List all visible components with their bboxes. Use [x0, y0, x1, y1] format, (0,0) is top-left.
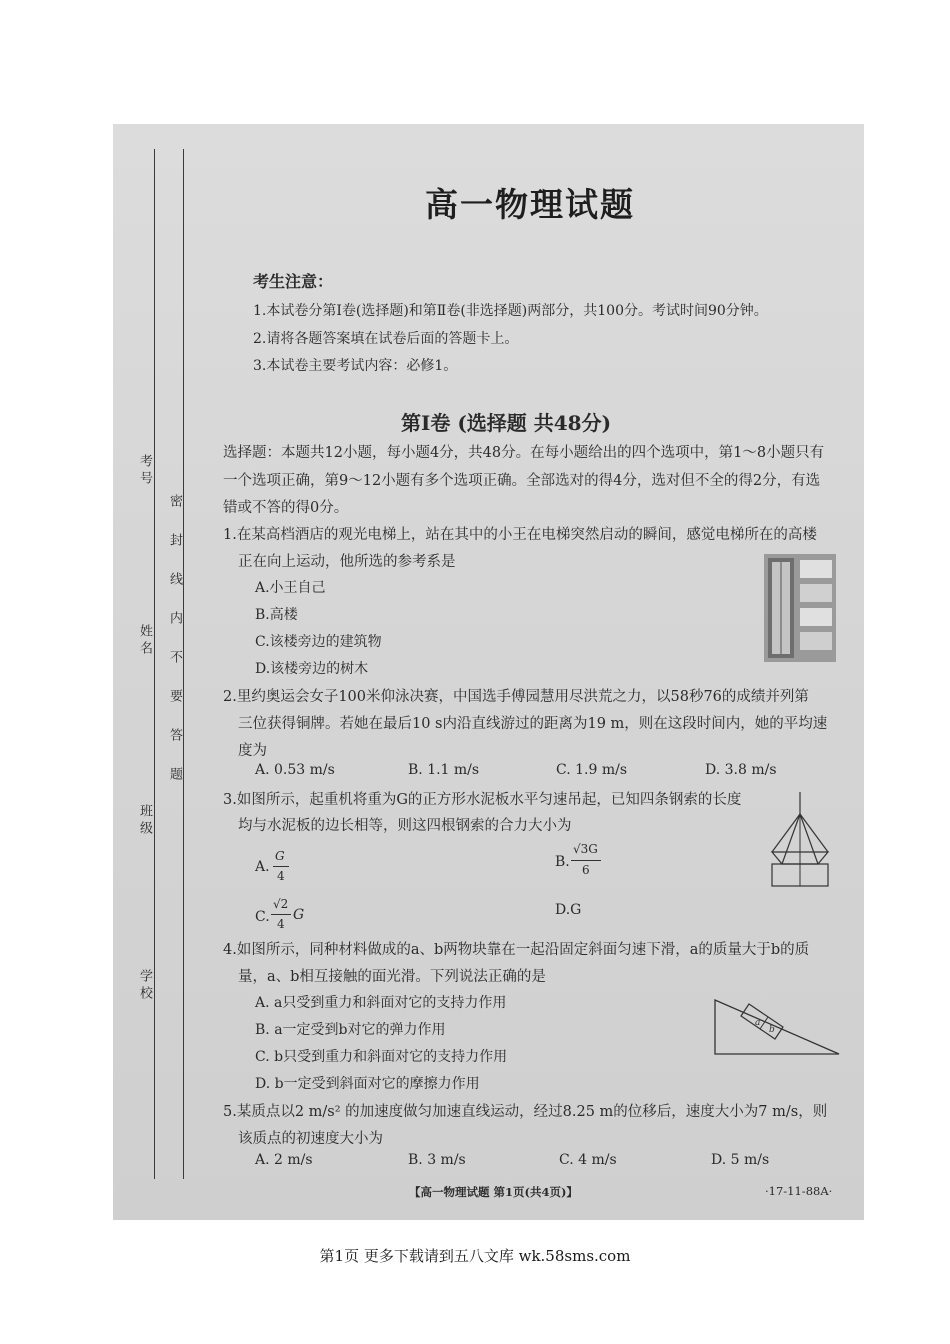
- q3-stem: 3.如图所示，起重机将重为G的正方形水泥板水平匀速吊起，已知四条钢索的长度: [223, 792, 742, 808]
- q3-option-b-label: B.: [555, 854, 570, 870]
- side-label-xingming: 姓名: [137, 624, 152, 658]
- notice-item: 3.本试卷主要考试内容：必修1。: [253, 358, 458, 374]
- instruction-line: 一个选项正确，第9～12小题有多个选项正确。全部选对的得4分，选对但不全的得2分，有选: [223, 473, 821, 489]
- q4-option-b: B. a一定受到b对它的弹力作用: [255, 1022, 446, 1038]
- notice-item: 2.请将各题答案填在试卷后面的答题卡上。: [253, 331, 519, 347]
- q2-stem: 度为: [238, 743, 267, 759]
- exam-title: 高一物理试题: [425, 185, 635, 224]
- q5-option-c: C. 4 m/s: [559, 1152, 617, 1168]
- q1-option-a: A.小王自己: [255, 580, 326, 596]
- elevator-photo: [764, 554, 836, 662]
- q4-option-c: C. b只受到重力和斜面对它的支持力作用: [255, 1049, 508, 1065]
- incline-blocks-diagram: [711, 992, 843, 1056]
- side-label-kaohao: 考号: [137, 454, 152, 488]
- seal-line-text: 密封线内不要答题: [167, 494, 182, 806]
- crane-slab-diagram: [768, 790, 832, 892]
- q1-option-c: C.该楼旁边的建筑物: [255, 634, 382, 650]
- q4-option-d: D. b一定受到斜面对它的摩擦力作用: [255, 1076, 480, 1092]
- side-label-xuexiao: 学校: [137, 969, 152, 1003]
- notice-item: 1.本试卷分第Ⅰ卷(选择题)和第Ⅱ卷(非选择题)两部分，共100分。考试时间90分钟。: [253, 303, 768, 319]
- exam-code: ·17-11-88A·: [765, 1184, 833, 1198]
- q2-stem: 三位获得铜牌。若她在最后10 s内沿直线游过的距离为19 m，则在这段时间内，她的平均速: [238, 716, 828, 732]
- q5-option-b: B. 3 m/s: [408, 1152, 466, 1168]
- q2-option-b: B. 1.1 m/s: [408, 762, 480, 778]
- q1-stem: 正在向上运动，他所选的参考系是: [238, 554, 456, 570]
- document-footer: 第1页 更多下载请到五八文库 wk.58sms.com: [319, 1247, 631, 1265]
- q3-option-a-den: 4: [277, 869, 285, 883]
- q3-option-b-num: √3G: [573, 842, 598, 856]
- q1-stem: 1.在某高档酒店的观光电梯上，站在其中的小王在电梯突然启动的瞬间，感觉电梯所在的高楼: [223, 527, 817, 543]
- q3-stem: 均与水泥板的边长相等，则这四根钢索的合力大小为: [238, 818, 572, 834]
- q1-option-b: B.高楼: [255, 607, 298, 623]
- binding-line-outer: [154, 149, 155, 1179]
- q3-option-c-den: 4: [277, 917, 285, 931]
- block-a-label: a: [755, 1018, 761, 1028]
- q2-option-d: D. 3.8 m/s: [705, 762, 777, 778]
- q3-option-a-label: A.: [255, 859, 270, 875]
- fraction-bar: [273, 866, 289, 867]
- block-b-label: b: [769, 1025, 775, 1035]
- q5-option-a: A. 2 m/s: [255, 1152, 313, 1168]
- q3-option-d: D.G: [555, 902, 582, 918]
- instruction-line: 错或不答的得0分。: [223, 500, 349, 516]
- section-title: 第Ⅰ卷 (选择题 共48分): [401, 411, 612, 435]
- fraction-bar: [571, 860, 601, 861]
- q2-stem: 2.里约奥运会女子100米仰泳决赛，中国选手傅园慧用尽洪荒之力，以58秒76的成绩并列第: [223, 689, 809, 705]
- exam-photo: [113, 124, 864, 1220]
- side-label-banji: 班级: [137, 804, 152, 838]
- instruction-line: 选择题：本题共12小题，每小题4分，共48分。在每小题给出的四个选项中，第1～8小题只有: [223, 445, 825, 461]
- q1-option-d: D.该楼旁边的树木: [255, 661, 369, 677]
- q3-option-b-den: 6: [582, 863, 590, 877]
- q3-option-c-label: C.: [255, 909, 270, 925]
- q4-option-a: A. a只受到重力和斜面对它的支持力作用: [255, 995, 507, 1011]
- q5-stem: 该质点的初速度大小为: [238, 1131, 383, 1147]
- q4-stem: 量，a、b相互接触的面光滑。下列说法正确的是: [238, 969, 546, 985]
- q5-option-d: D. 5 m/s: [711, 1152, 770, 1168]
- q3-option-a-num: G: [275, 849, 285, 863]
- notice-heading: 考生注意：: [253, 272, 334, 291]
- q2-option-c: C. 1.9 m/s: [556, 762, 628, 778]
- q4-stem: 4.如图所示，同种材料做成的a、b两物块靠在一起沿固定斜面匀速下滑，a的质量大于b的质: [223, 942, 810, 958]
- fraction-bar: [271, 914, 291, 915]
- exam-page-footer: 【高一物理试题 第1页(共4页)】: [409, 1185, 578, 1199]
- q3-option-c-tail: G: [293, 907, 305, 923]
- q3-option-c-num: √2: [273, 897, 289, 911]
- q5-stem: 5.某质点以2 m/s² 的加速度做匀加速直线运动，经过8.25 m的位移后，速度大小为7 m/s，则: [223, 1104, 828, 1120]
- q2-option-a: A. 0.53 m/s: [255, 762, 335, 778]
